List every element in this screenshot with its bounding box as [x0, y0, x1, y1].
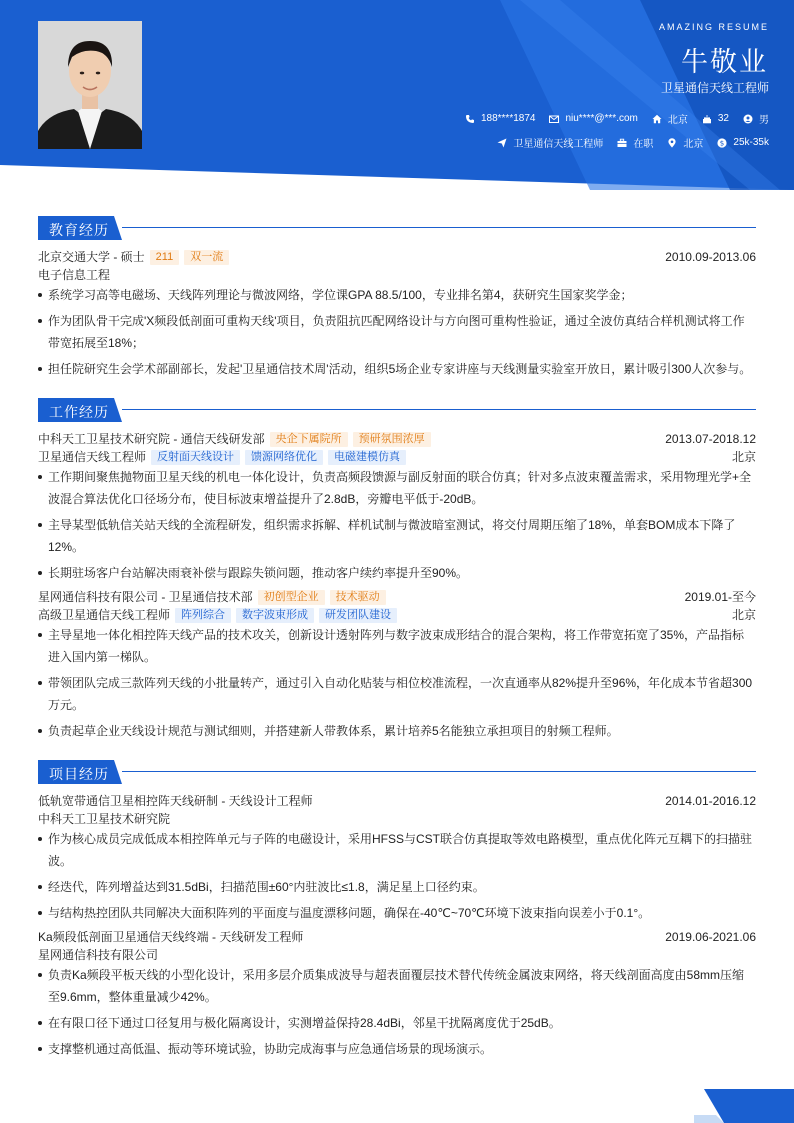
job-intent-row [483, 135, 769, 150]
residence-text: 北京 [667, 115, 688, 126]
skill-tag: 研发团队建设 [319, 608, 397, 623]
candidate-title: 卫星通信天线工程师 [660, 81, 769, 95]
mail-icon [549, 114, 559, 124]
target-position-text: 卫星通信天线工程师 [513, 139, 604, 150]
project-bullet: 在有限口径下通过口径复用与极化隔离设计，实测增益保持28.4dBi，邻星干扰隔离度优于25dB。 [38, 1012, 756, 1034]
project-entry-header [38, 929, 756, 945]
project-date: 2014.01-2016.12 [665, 794, 756, 808]
project-bullet: 负责Ka频段平板天线的小型化设计，采用多层介质集成波导与超表面覆层技术替代传统金属波束网络，将天线剖面高度由58mm压缩至9.6mm，整体重量减少42%。 [38, 964, 756, 1008]
section-divider [122, 409, 756, 410]
major-name: 电子信息工程 [38, 268, 111, 282]
gender-info [743, 111, 769, 126]
role-name: 高级卫星通信天线工程师 [38, 608, 171, 622]
project-org-row [38, 947, 756, 963]
svg-text:$: $ [720, 139, 725, 148]
section-tab [38, 398, 122, 422]
section-divider [122, 771, 756, 772]
salary-info [717, 137, 769, 148]
target-position-info [497, 135, 603, 150]
company-tag: 初创型企业 [258, 590, 325, 605]
skill-tag: 阵列综合 [175, 608, 231, 623]
work-location: 北京 [731, 608, 756, 622]
email-text: niu****@***.com [565, 113, 638, 124]
work-bullet: 带领团队完成三款阵列天线的小批量转产，通过引入自动化贴装与相位校准流程，一次直通率从82%提升至96%，年化成本节省超300万元。 [38, 672, 756, 716]
section-tab [38, 216, 122, 240]
gender-text: 男 [759, 115, 769, 126]
company-tag: 技术驱动 [330, 590, 386, 605]
gender-icon [743, 114, 753, 124]
work-bullet: 工作期间聚焦抛物面卫星天线的机电一体化设计，负责高频段馈源与副反射面的联合仿真；针对多点波束覆盖需求，采用物理光学+全波混合算法优化口径场分布，使目标波束增益提升了2.8dB，旁瓣电平低于-20dB。 [38, 466, 756, 510]
location-icon [667, 138, 677, 148]
work-bullet: 负责起草企业天线设计规范与测试细则，并搭建新人带教体系，累计培养5名能独立承担项目的射频工程师。 [38, 720, 756, 742]
contact-info-row [451, 111, 769, 126]
project-entry-header [38, 793, 756, 809]
education-bullet: 系统学习高等电磁场、天线阵列理论与微波网络，学位课GPA 88.5/100，专业排名第4，获研究生国家奖学金； [38, 284, 756, 306]
company-name: 星网通信科技有限公司 - 卫星通信技术部 [38, 590, 253, 604]
education-entry-header [38, 249, 756, 265]
project-org-row [38, 811, 756, 827]
work-role-row [38, 607, 756, 623]
education-section-title: 教育经历 [49, 222, 109, 238]
email-info [549, 113, 637, 124]
project-bullet: 经迭代，阵列增益达到31.5dBi，扫描范围±60°内驻波比≤1.8，满足星上口径约束。 [38, 876, 756, 898]
work-role-row [38, 449, 756, 465]
education-major-row [38, 267, 756, 283]
cake-icon [702, 114, 712, 124]
send-icon [497, 138, 507, 148]
project-org: 中科天工卫星技术研究院 [38, 812, 171, 826]
target-city-text: 北京 [683, 139, 704, 150]
skill-tag: 电磁建模仿真 [328, 450, 406, 465]
home-icon [652, 114, 662, 124]
salary-text: 25k-35k [733, 137, 769, 148]
work-bullet: 主导某型低轨信关站天线的全流程研发，组织需求拆解、样机试制与微波暗室测试，将交付周期压缩了18%，单套BOM成本下降了12%。 [38, 514, 756, 558]
project-date: 2019.06-2021.06 [665, 930, 756, 944]
work-entry-header [38, 431, 756, 447]
employment-status-info [617, 135, 653, 150]
work-location: 北京 [731, 450, 756, 464]
role-name: 卫星通信天线工程师 [38, 450, 147, 464]
school-tag: 211 [150, 250, 180, 265]
school-tag: 双一流 [184, 250, 229, 265]
section-tab [38, 760, 122, 784]
skill-tag: 数字波束形成 [236, 608, 314, 623]
work-entry-header [38, 589, 756, 605]
avatar [38, 21, 142, 149]
work-date: 2019.01-至今 [684, 590, 756, 604]
phone-text: 188****1874 [480, 113, 536, 124]
residence-info [652, 111, 688, 126]
candidate-name: 牛敬业 [681, 47, 768, 77]
work-bullet: 主导星地一体化相控阵天线产品的技术攻关，创新设计透射阵列与数字波束成形结合的混合架构，将工作带宽拓宽了35%，产品指标进入国内第一梯队。 [38, 624, 756, 668]
company-name: 中科天工卫星技术研究院 - 通信天线研发部 [38, 432, 265, 446]
age-text: 32 [717, 113, 729, 124]
company-tag: 央企下属院所 [270, 432, 348, 447]
project-section-title: 项目经历 [49, 766, 109, 782]
project-org: 星网通信科技有限公司 [38, 948, 159, 962]
target-city-info [667, 135, 703, 150]
work-date: 2013.07-2018.12 [665, 432, 756, 446]
resume-header [0, 0, 794, 200]
briefcase-icon [617, 138, 627, 148]
phone-info [465, 113, 536, 124]
project-bullet: 作为核心成员完成低成本相控阵单元与子阵的电磁设计，采用HFSS与CST联合仿真提取等效电路模型，重点优化阵元互耦下的扫描驻波。 [38, 828, 756, 872]
money-icon [717, 138, 727, 148]
project-bullet: 与结构热控团队共同解决大面积阵列的平面度与温度漂移问题，确保在-40℃~70℃环境下波束指向误差小于0.1°。 [38, 902, 756, 924]
project-name: Ka频段低剖面卫星通信天线终端 - 天线研发工程师 [38, 930, 304, 944]
work-section-title: 工作经历 [49, 404, 109, 420]
age-info [702, 113, 729, 124]
project-bullet: 支撑整机通过高低温、振动等环境试验，协助完成海事与应急通信场景的现场演示。 [38, 1038, 756, 1060]
education-date: 2010.09-2013.06 [665, 250, 756, 264]
brand-label: AMAZING RESUME [658, 22, 769, 32]
education-bullet: 担任院研究生会学术部副部长，发起'卫星通信技术周'活动，组织5场企业专家讲座与天线测量实验室开放日，累计吸引300人次参与。 [38, 358, 756, 380]
skill-tag: 馈源网络优化 [245, 450, 323, 465]
education-bullet: 作为团队骨干完成'X频段低剖面可重构天线'项目，负责阻抗匹配网络设计与方向图可重构性验证，通过全波仿真结合样机测试将工作带宽拓展至18%； [38, 310, 756, 354]
skill-tag: 反射面天线设计 [151, 450, 240, 465]
work-bullet: 长期驻场客户台站解决雨衰补偿与跟踪失锁问题，推动客户续约率提升至90%。 [38, 562, 756, 584]
company-tag: 预研氛围浓厚 [353, 432, 431, 447]
project-name: 低轨宽带通信卫星相控阵天线研制 - 天线设计工程师 [38, 794, 313, 808]
school-name: 北京交通大学 - 硕士 [38, 250, 145, 264]
phone-icon [465, 114, 475, 124]
employment-status-text: 在职 [633, 139, 654, 150]
section-divider [122, 227, 756, 228]
